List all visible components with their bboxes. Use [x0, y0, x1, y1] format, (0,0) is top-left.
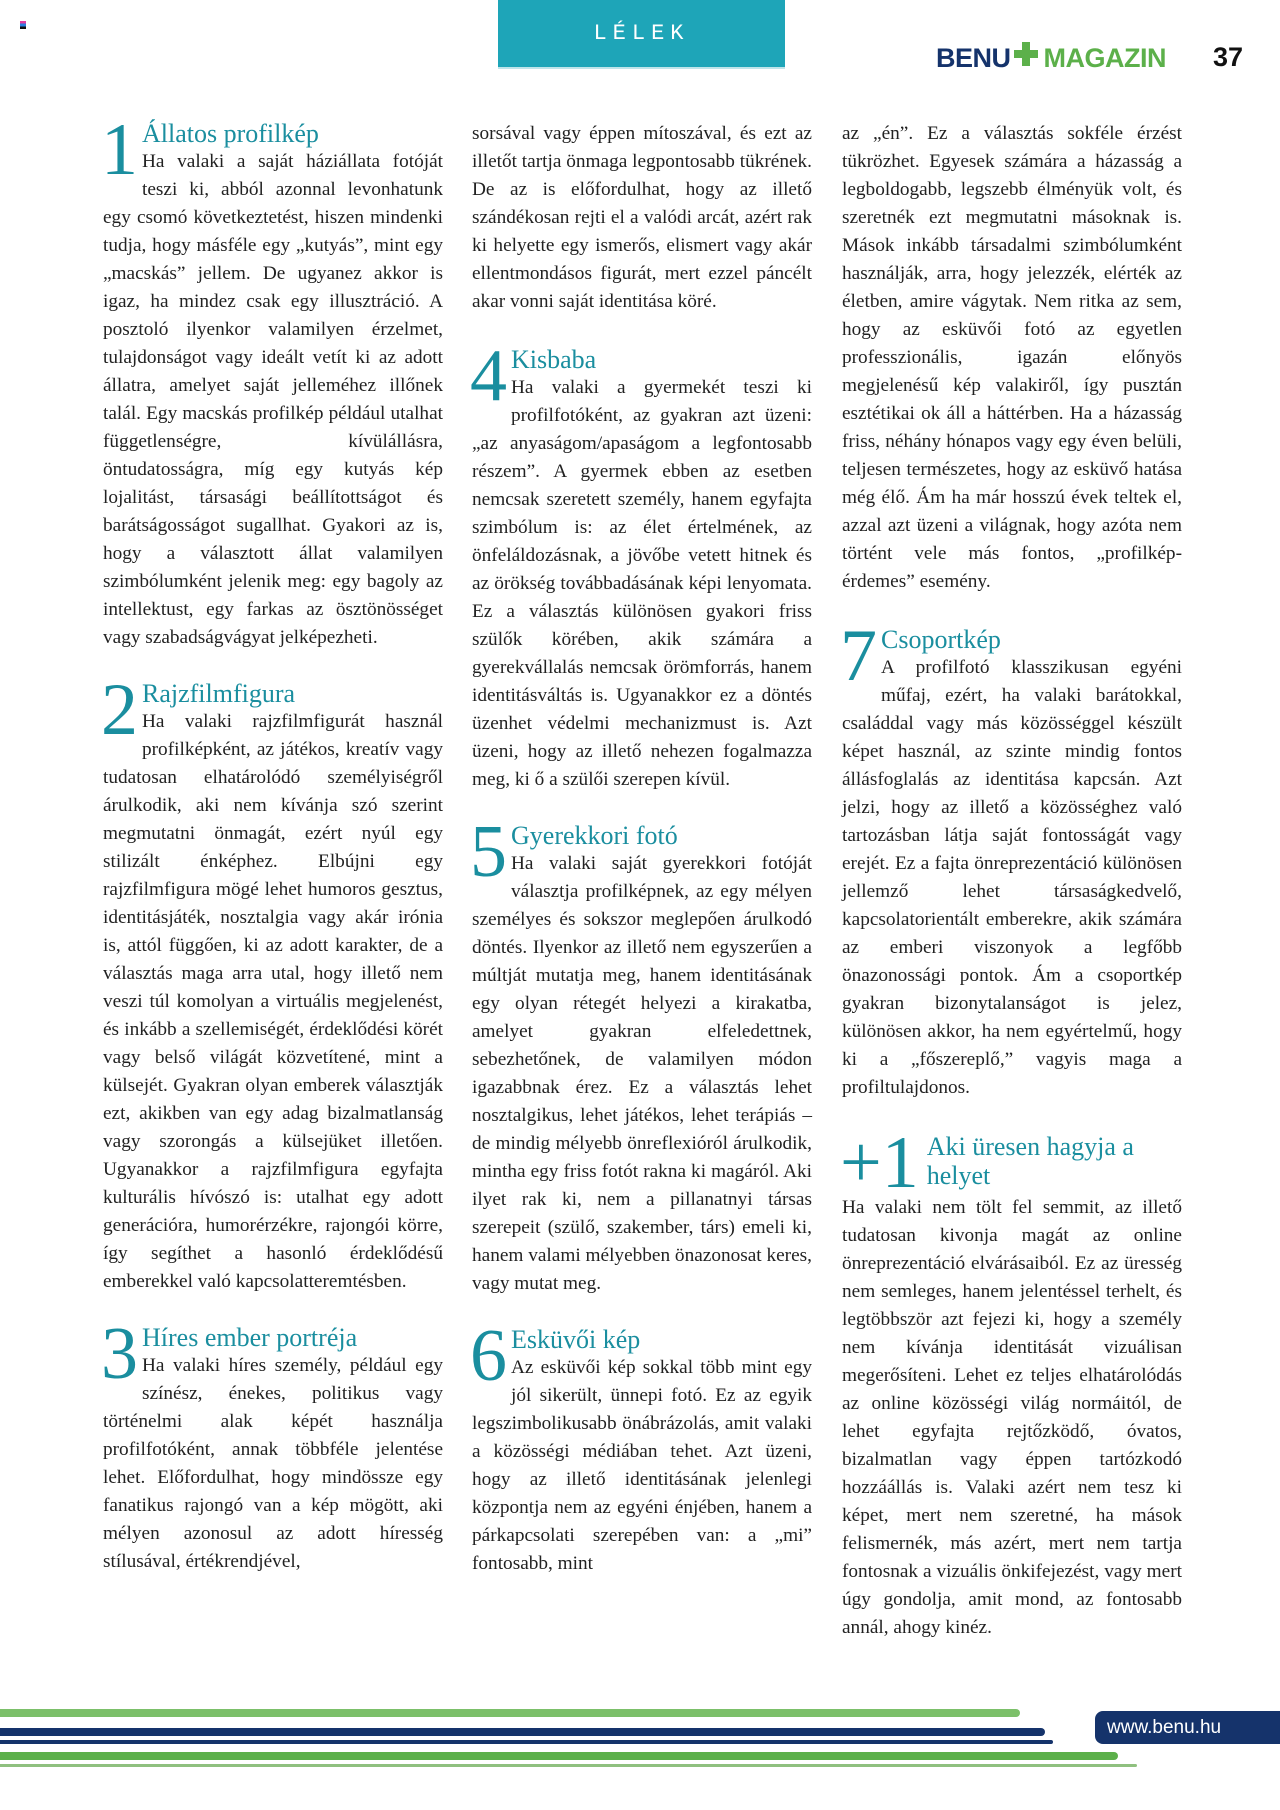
logo-magazin: MAGAZIN	[1043, 42, 1166, 73]
section-title: Aki üresen hagyja a helyet	[926, 1132, 1134, 1190]
footer-stripe	[0, 1709, 1020, 1717]
website-link[interactable]: www.benu.hu	[1095, 1711, 1280, 1744]
footer-stripe	[0, 1740, 1053, 1744]
pharmacy-cross-icon	[1014, 42, 1038, 66]
section-body: A profilfotó klasszikusan egyéni műfaj, ezért, ha valaki barátokkal, családdal vagy más közösséggel készült képet használ, az szinte mindig fontos állásfoglalás az identitása kapcsán. Azt jelzi, hogy az illető a közösséghez való tartozásban látja saját fontosságát vagy erejét. Ez a fajta önreprezentáció különösen jellemző lehet társaságkedvelő, kapcsolatorientált emberekre, akik számára az emberi viszonyok a legfőbb önazonossági pontok. Ám a csoportkép gyakran bizonytalanságot is jelez, különösen akkor, ha nem egyértelmű, hogy ki a „főszereplő,” vagyis maga a profiltulajdonos.	[842, 657, 1182, 1098]
section-title: Állatos profilkép	[142, 119, 319, 148]
section-tab	[498, 0, 785, 67]
section-number: 7	[840, 615, 877, 697]
column-3	[842, 120, 1182, 1642]
article-section-5	[470, 811, 812, 1298]
section-body: Ha valaki saját gyerekkori fotóját választja profilképnek, az egy mélyen személyes és sokszor meglepően árulkodó döntés. Ilyenkor az illető nem egyszerűen a múltját mutatja meg, hanem identitásának egy olyan rétegét helyezi a kirakatba, amelyet gyakran elfeledettnek, sebezhetőnek, de valamilyen módon igazabbnak érez. Ez a választás lehet nosztalgikus, lehet játékos, lehet terápiás – de mindig mélyebb önreflexióról árulkodik, mintha egy friss fotót rakna ki magáról. Aki ilyet rak ki, nem a pillanatnyi társas szerepeit (szülő, szakember, társ) emeli ki, hanem valami mélyebben önazonosat keres, vagy mutat meg.	[472, 853, 812, 1294]
section-number: 4	[470, 335, 507, 417]
footer-stripe	[0, 1728, 1045, 1736]
section-title: Kisbaba	[511, 345, 597, 374]
footer-stripe	[0, 1764, 1137, 1767]
section-number: 1	[101, 109, 138, 191]
section-body: Ha valaki rajzfilmfigurát használ profilképként, az játékos, kreatív vagy tudatosan elhatárolódó személyiségről árulkodik, aki nem kívánja szó szerint megmutatni önmagát, ezért nyúl egy stilizált énképhez. Elbújni egy rajzfilmfigura mögé lehet humoros gesztus, identitásjáték, nosztalgia vagy akár irónia is, attól függően, ki az adott karakter, de a választás maga arra utal, hogy illető nem veszi túl komolyan a virtuális megjelenést, és inkább a szellemiségét, érdeklődési körét vagy belső világát közvetítené, mint a külsejét. Gyakran olyan emberek választják ezt, akikben van egy adag bizalmatlanság vagy szorongás a külsejüket illetően. Ugyanakkor a rajzfilmfigura egyfajta kulturális hívószó is: utalhat egy adott generációra, humorérzékre, rajongói körre, így segíthet a hasonló érdeklődésű emberekkel való kapcsolatteremtésben.	[103, 711, 443, 1292]
benu-magazin-logo	[936, 40, 1166, 76]
print-registration-mark	[20, 21, 26, 29]
section-number: 2	[101, 669, 138, 751]
section-title: Esküvői kép	[511, 1325, 641, 1354]
section-body: Ha valaki híres személy, például egy színész, énekes, politikus vagy történelmi alak képét használja profilfotóként, annak többféle jelentése lehet. Előfordulhat, hogy mindössze egy fanatikus rajongó van a kép mögött, aki mélyen azonosul az adott híresség stílusával, értékrendjével,	[103, 1355, 443, 1572]
article-section-4	[470, 335, 812, 794]
section-number: 5	[470, 811, 507, 893]
article-section-2	[101, 669, 443, 1296]
section-number: +1	[840, 1122, 919, 1204]
section-title: Csoportkép	[881, 625, 1001, 654]
section-body: Ha valaki a gyermekét teszi ki profilfotóként, az gyakran azt üzeni: „az anyaságom/apaságom a legfontosabb részem”. A gyermek ebben az esetben nemcsak szeretett személy, hanem egyfajta szimbólum is: az élet értelmének, az önfeláldozásnak, a jövőbe vetett hitnek és az örökség továbbadásának képi lenyomata. Ez a választás különösen gyakori friss szülők körében, akik számára a gyerekvállalás nemcsak örömforrás, hanem identitásváltás is. Ugyanakkor ez a döntés üzenhet védelmi mechanizmust is. Azt üzeni, hogy az illető nehezen fogalmazza meg, ki ő a szülői szerepen kívül.	[472, 377, 812, 790]
section-number: 3	[101, 1313, 138, 1395]
bonus-heading	[840, 1122, 1182, 1204]
article-section-6	[470, 1315, 812, 1578]
article-section-1	[101, 109, 443, 652]
logo-benu: BENU	[936, 42, 1011, 73]
article-section-3	[101, 1313, 443, 1576]
page-number: 37	[1213, 42, 1244, 72]
article-section-bonus	[840, 1122, 1182, 1642]
article-section-7	[840, 615, 1182, 1102]
section-6-continuation: az „én”. Ez a választás sokféle érzést tükrözhet. Egyesek számára a házasság a legboldogabb, legszebb élményük volt, és szeretnék ezt megmutatni másoknak is. Mások inkább társadalmi szimbólumként használják, arra, hogy jelezzék, elérték az életben, amire vágytak. Nem ritka az sem, hogy az esküvői fotó az egyetlen professzionális, igazán előnyös megjelenésű kép valakiről, így pusztán esztétikai ok áll a háttérben. Ha a házasság friss, néhány hónapos vagy egy éven belüli, teljesen természetes, hogy az esküvő hatása még élő. Ám ha már hosszú évek teltek el, azzal azt üzeni a világnak, hogy azóta nem történt vele más fontos, „profilkép-érdemes” esemény.	[842, 123, 1182, 592]
column-1	[101, 109, 443, 1576]
footer-stripe	[0, 1752, 1118, 1760]
column-2	[472, 120, 812, 1578]
section-label: LÉLEK	[593, 21, 690, 46]
section-title: Rajzfilmfigura	[142, 679, 296, 708]
section-title: Gyerekkori fotó	[511, 821, 678, 850]
section-body: Az esküvői kép sokkal több mint egy jól sikerült, ünnepi fotó. Ez az egyik legszimbolikusabb önábrázolás, amit valaki a közösségi médiában tehet. Azt üzeni, hogy az illető identitásának jelenlegi központja nem az egyéni énjében, hanem a párkapcsolati szerepében van: a „mi” fontosabb, mint	[472, 1357, 812, 1574]
section-body: Ha valaki a saját háziállata fotóját teszi ki, abból azonnal levonhatunk egy csomó következtetést, hiszen mindenki tudja, hogy másféle egy „kutyás”, mint egy „macskás” jellem. De ugyanez akkor is igaz, ha mindez csak egy illusztráció. A posztoló ilyenkor valamilyen érzelmet, tulajdonságot vagy ideált vetít ki az adott állatra, amelyet saját jelleméhez illőnek talál. Egy macskás profilkép például utalhat függetlenségre, kívülállásra, öntudatosságra, míg egy kutyás kép lojalitást, társasági beállítottságot és barátságosságot sugallhat. Gyakori az is, hogy a választott állat valamilyen szimbólumként jelenik meg: egy bagoly az intellektust, egy farkas az ösztönösséget vagy szabadságvágyat jelképezheti.	[103, 151, 443, 648]
section-body: Ha valaki nem tölt fel semmit, az illető tudatosan kivonja magát az online önreprezentáció elvárásaiból. Ez az üresség nem semleges, hanem jelentéssel terhelt, és legtöbbször azt fejezi ki, hogy a személy nem kívánja identitását vizuálisan megerősíteni. Lehet ez teljes elhatárolódás az online közösségi világ normáitól, de lehet egyfajta rejtőzködő, óvatos, bizalmatlan vagy éppen tartózkodó hozzáállás is. Valaki azért nem tesz ki képet, mert nem szeretné, ha mások felismernék, más azért, mert nem tartja fontosnak a vizuális önkifejezést, vagy mert úgy gondolja, amit mond, az fontosabb annál, ahogy kinéz.	[842, 1197, 1182, 1638]
section-title: Híres ember portréja	[142, 1323, 358, 1352]
section-number: 6	[470, 1315, 507, 1397]
section-3-continuation: sorsával vagy éppen mítoszával, és ezt az illetőt tartja önmaga legpontosabb tükrének. De az is előfordulhat, hogy az illető szándékosan rejti el a valódi arcát, azért rak ki helyette egy ismerős, elismert vagy akár ellentmondásos figurát, mert ezzel páncélt akar vonni saját identitása köré.	[472, 123, 813, 312]
